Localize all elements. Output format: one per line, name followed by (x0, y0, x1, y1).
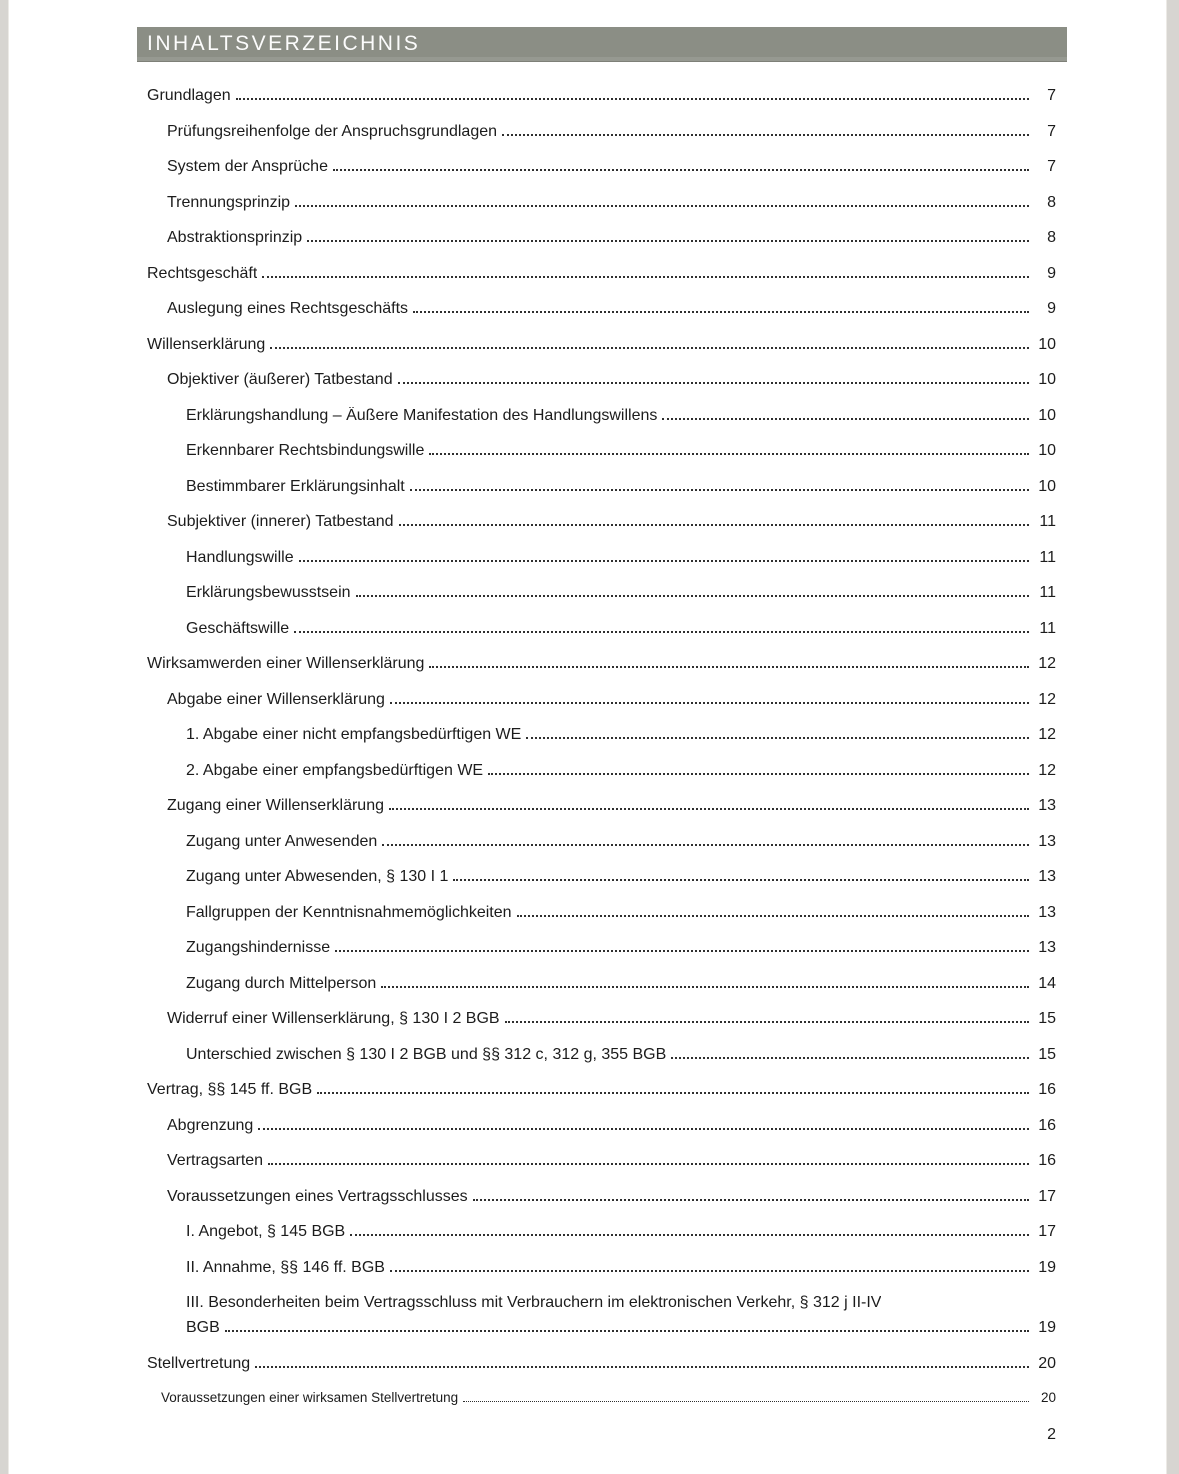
toc-entry-page[interactable]: 13 (1038, 797, 1056, 814)
toc-entry-text[interactable]: Fallgruppen der Kenntnisnahmemöglichkeiten (186, 903, 512, 921)
dot-leader (399, 524, 1030, 526)
dot-leader (295, 205, 1029, 207)
toc-entry-text[interactable]: Subjektiver (innerer) Tatbestand (167, 513, 394, 530)
dot-leader (381, 986, 1029, 988)
dot-leader (317, 1092, 1029, 1094)
toc-entry[interactable] (137, 897, 1056, 933)
dot-leader (390, 702, 1029, 704)
toc-entry[interactable] (137, 1110, 1056, 1146)
toc-entry-page[interactable]: 17 (1038, 1187, 1056, 1205)
dot-leader (453, 879, 1029, 881)
toc-entry[interactable] (137, 293, 1056, 329)
dot-leader (390, 1270, 1029, 1272)
toc-entry-page[interactable]: 19 (1038, 1319, 1056, 1336)
toc-entry[interactable] (137, 684, 1056, 720)
dot-leader (225, 1330, 1029, 1332)
toc-entry-text[interactable]: BGB (186, 1319, 220, 1336)
toc-entry-page[interactable]: 20 (1040, 1390, 1056, 1405)
toc-entry-page[interactable]: 9 (1047, 300, 1056, 317)
toc-entry[interactable] (137, 222, 1056, 258)
toc-entry[interactable] (137, 1383, 1056, 1419)
toc-entry[interactable] (137, 471, 1056, 507)
toc-entry-text[interactable]: Stellvertretung (147, 1354, 251, 1372)
toc-entry-text[interactable]: Zugangshindernisse (186, 939, 331, 956)
toc-entry-page[interactable]: 7 (1047, 87, 1056, 104)
toc-entry-text[interactable]: III. Besonderheiten beim Vertragsschluss mit Verbrauchern im elektronischen Verkehr, § 312 j II-IV (186, 1294, 882, 1311)
toc-entry[interactable] (137, 435, 1056, 471)
dot-leader (258, 1128, 1029, 1130)
dot-leader (413, 311, 1029, 313)
toc-entry-page[interactable]: 16 (1038, 1152, 1056, 1169)
toc-entry-text[interactable]: II. Annahme, §§ 146 ff. BGB (186, 1258, 385, 1276)
toc-entry[interactable] (137, 968, 1056, 1004)
toc-entry-text[interactable]: Objektiver (äußerer) Tatbestand (167, 371, 393, 388)
dot-leader (473, 1199, 1029, 1201)
toc-entry-text[interactable]: Erkennbarer Rechtsbindungswille (186, 442, 425, 459)
toc-entry-text[interactable]: 2. Abgabe einer empfangsbedürftigen WE (186, 761, 484, 779)
toc-entry-page[interactable]: 13 (1038, 903, 1056, 921)
toc-entry-text[interactable]: System der Ansprüche (167, 158, 328, 175)
toc-entry[interactable] (137, 116, 1056, 152)
toc-entry-text[interactable]: Abgrenzung (167, 1116, 254, 1134)
dot-leader (488, 773, 1029, 775)
toc-entry-page[interactable]: 14 (1038, 974, 1056, 992)
toc-entry-page[interactable]: 12 (1038, 655, 1056, 672)
toc-entry-page[interactable]: 13 (1038, 939, 1056, 956)
toc-entry-page[interactable]: 8 (1047, 229, 1056, 246)
toc-entry-text[interactable]: Zugang einer Willenserklärung (167, 797, 384, 814)
toc-entry[interactable] (137, 151, 1056, 187)
dot-leader (350, 1234, 1029, 1236)
dot-leader (262, 276, 1029, 278)
dot-leader (335, 950, 1029, 952)
dot-leader (382, 844, 1029, 846)
toc-entry[interactable] (137, 506, 1056, 542)
toc-entry-text[interactable]: Wirksamwerden einer Willenserklärung (147, 655, 425, 672)
toc-entry[interactable] (137, 364, 1056, 400)
toc-entry-text[interactable]: Unterschied zwischen § 130 I 2 BGB und §§ 312 c, 312 g, 355 BGB (186, 1045, 667, 1063)
page-number-footer: 2 (1047, 1425, 1056, 1443)
toc-entry[interactable] (137, 577, 1056, 613)
toc-entry[interactable] (137, 1216, 1056, 1252)
toc-entry-text[interactable]: Erklärungshandlung – Äußere Manifestation des Handlungswillens (186, 406, 658, 424)
toc-entry-text[interactable]: Bestimmbarer Erklärungsinhalt (186, 477, 405, 495)
toc-entry-page[interactable]: 8 (1047, 193, 1056, 211)
toc-entry-page[interactable]: 10 (1038, 442, 1056, 459)
dot-leader (356, 595, 1029, 597)
dot-leader (268, 1163, 1029, 1165)
toc-entry[interactable] (137, 1181, 1056, 1217)
toc-entry[interactable] (137, 1003, 1056, 1039)
toc-entry-page[interactable]: 12 (1038, 690, 1056, 708)
toc-entry-page[interactable]: 10 (1038, 477, 1056, 495)
dot-leader (410, 489, 1029, 491)
toc-entry[interactable] (137, 400, 1056, 436)
toc-entry-page[interactable]: 15 (1038, 1045, 1056, 1063)
toc-entry-page[interactable]: 16 (1038, 1116, 1056, 1134)
toc-entry[interactable] (137, 1348, 1056, 1384)
toc-entry-page[interactable]: 10 (1038, 335, 1056, 353)
toc-entry-text[interactable]: Abgabe einer Willenserklärung (167, 690, 385, 708)
toc-entry-page[interactable]: 11 (1039, 548, 1056, 566)
toc-entry-text[interactable]: Vertragsarten (167, 1152, 264, 1169)
toc-entry[interactable] (137, 329, 1056, 365)
toc-entry[interactable] (137, 1287, 1056, 1312)
toc-header-bar (137, 27, 1067, 62)
toc-entry-page[interactable]: 10 (1038, 406, 1056, 424)
toc-entry-page[interactable]: 11 (1039, 513, 1056, 530)
toc-entry[interactable] (137, 932, 1056, 968)
toc-entry-page[interactable]: 9 (1047, 264, 1056, 282)
toc-entry-text[interactable]: 1. Abgabe einer nicht empfangsbedürftigen WE (186, 726, 522, 743)
toc-entry[interactable] (137, 790, 1056, 826)
toc-entry-text[interactable]: Abstraktionsprinzip (167, 229, 303, 246)
dot-leader (236, 98, 1029, 100)
dot-leader (398, 382, 1029, 384)
toc-entry-text[interactable]: Zugang unter Anwesenden (186, 832, 378, 850)
dot-leader (505, 1021, 1029, 1023)
toc-entry[interactable] (137, 1145, 1056, 1181)
toc-entry-text[interactable]: Handlungswille (186, 548, 294, 566)
toc-entry[interactable] (137, 826, 1056, 862)
dot-leader (270, 347, 1029, 349)
toc-entry-text[interactable]: Widerruf einer Willenserklärung, § 130 I 2 BGB (167, 1010, 500, 1027)
dot-leader (463, 1401, 1029, 1402)
document-page (9, 0, 1166, 1474)
toc-entry[interactable] (137, 258, 1056, 294)
dot-leader (517, 915, 1029, 917)
toc-entry[interactable] (137, 187, 1056, 223)
toc-entry-page[interactable]: 13 (1038, 868, 1056, 885)
toc-entry-text[interactable]: Prüfungsreihenfolge der Anspruchsgrundlagen (167, 122, 498, 140)
toc-entry-text[interactable]: Vertrag, §§ 145 ff. BGB (147, 1081, 313, 1098)
table-of-contents (137, 80, 1056, 1419)
toc-entry-page[interactable]: 7 (1047, 122, 1056, 140)
toc-entry-text[interactable]: Voraussetzungen eines Vertragsschlusses (167, 1187, 468, 1205)
toc-entry-page[interactable]: 19 (1038, 1258, 1056, 1276)
toc-entry-page[interactable]: 16 (1038, 1081, 1056, 1098)
dot-leader (526, 737, 1029, 739)
toc-entry-text[interactable]: Zugang unter Abwesenden, § 130 I 1 (186, 868, 449, 885)
toc-entry-page[interactable]: 13 (1038, 832, 1056, 850)
toc-entry-text[interactable]: Auslegung eines Rechtsgeschäfts (167, 300, 409, 317)
toc-title: INHALTSVERZEICHNIS (147, 32, 421, 55)
toc-entry[interactable] (137, 542, 1056, 578)
dot-leader (333, 169, 1029, 171)
toc-entry[interactable] (137, 755, 1056, 791)
dot-leader (389, 808, 1029, 810)
toc-entry[interactable] (137, 80, 1056, 116)
toc-entry-page[interactable]: 17 (1038, 1223, 1056, 1240)
toc-entry-page[interactable]: 10 (1038, 371, 1056, 388)
toc-entry-page[interactable]: 12 (1038, 761, 1056, 779)
dot-leader (662, 418, 1029, 420)
toc-entry-text[interactable]: Grundlagen (147, 87, 231, 104)
toc-entry-text[interactable]: Geschäftswille (186, 619, 290, 637)
toc-entry-page[interactable]: 20 (1038, 1354, 1056, 1372)
toc-entry-text[interactable]: Voraussetzungen einer wirksamen Stellvertretung (161, 1390, 459, 1405)
dot-leader (429, 666, 1029, 668)
dot-leader (299, 560, 1029, 562)
toc-entry[interactable] (137, 1039, 1056, 1075)
toc-entry-text[interactable]: Rechtsgeschäft (147, 264, 258, 282)
dot-leader (294, 631, 1029, 633)
dot-leader (255, 1366, 1029, 1368)
toc-entry-page[interactable]: 15 (1038, 1010, 1056, 1027)
toc-entry-page[interactable]: 7 (1047, 158, 1056, 175)
toc-entry[interactable] (137, 719, 1056, 755)
toc-entry-continuation[interactable] (137, 1312, 1056, 1348)
toc-entry-page[interactable]: 11 (1039, 584, 1056, 601)
dot-leader (502, 134, 1029, 136)
toc-entry[interactable] (137, 1252, 1056, 1288)
toc-entry[interactable] (137, 861, 1056, 897)
toc-entry-text[interactable]: Erklärungsbewusstsein (186, 584, 351, 601)
toc-entry-page[interactable]: 11 (1039, 619, 1056, 637)
toc-entry[interactable] (137, 1074, 1056, 1110)
dot-leader (307, 240, 1029, 242)
toc-entry[interactable] (137, 613, 1056, 649)
toc-entry-text[interactable]: Zugang durch Mittelperson (186, 974, 377, 992)
dot-leader (429, 453, 1029, 455)
toc-entry-text[interactable]: Trennungsprinzip (167, 193, 291, 211)
dot-leader (671, 1057, 1029, 1059)
toc-entry-text[interactable]: I. Angebot, § 145 BGB (186, 1223, 346, 1240)
toc-entry-text[interactable]: Willenserklärung (147, 335, 266, 353)
toc-entry[interactable] (137, 648, 1056, 684)
toc-entry-page[interactable]: 12 (1038, 726, 1056, 743)
